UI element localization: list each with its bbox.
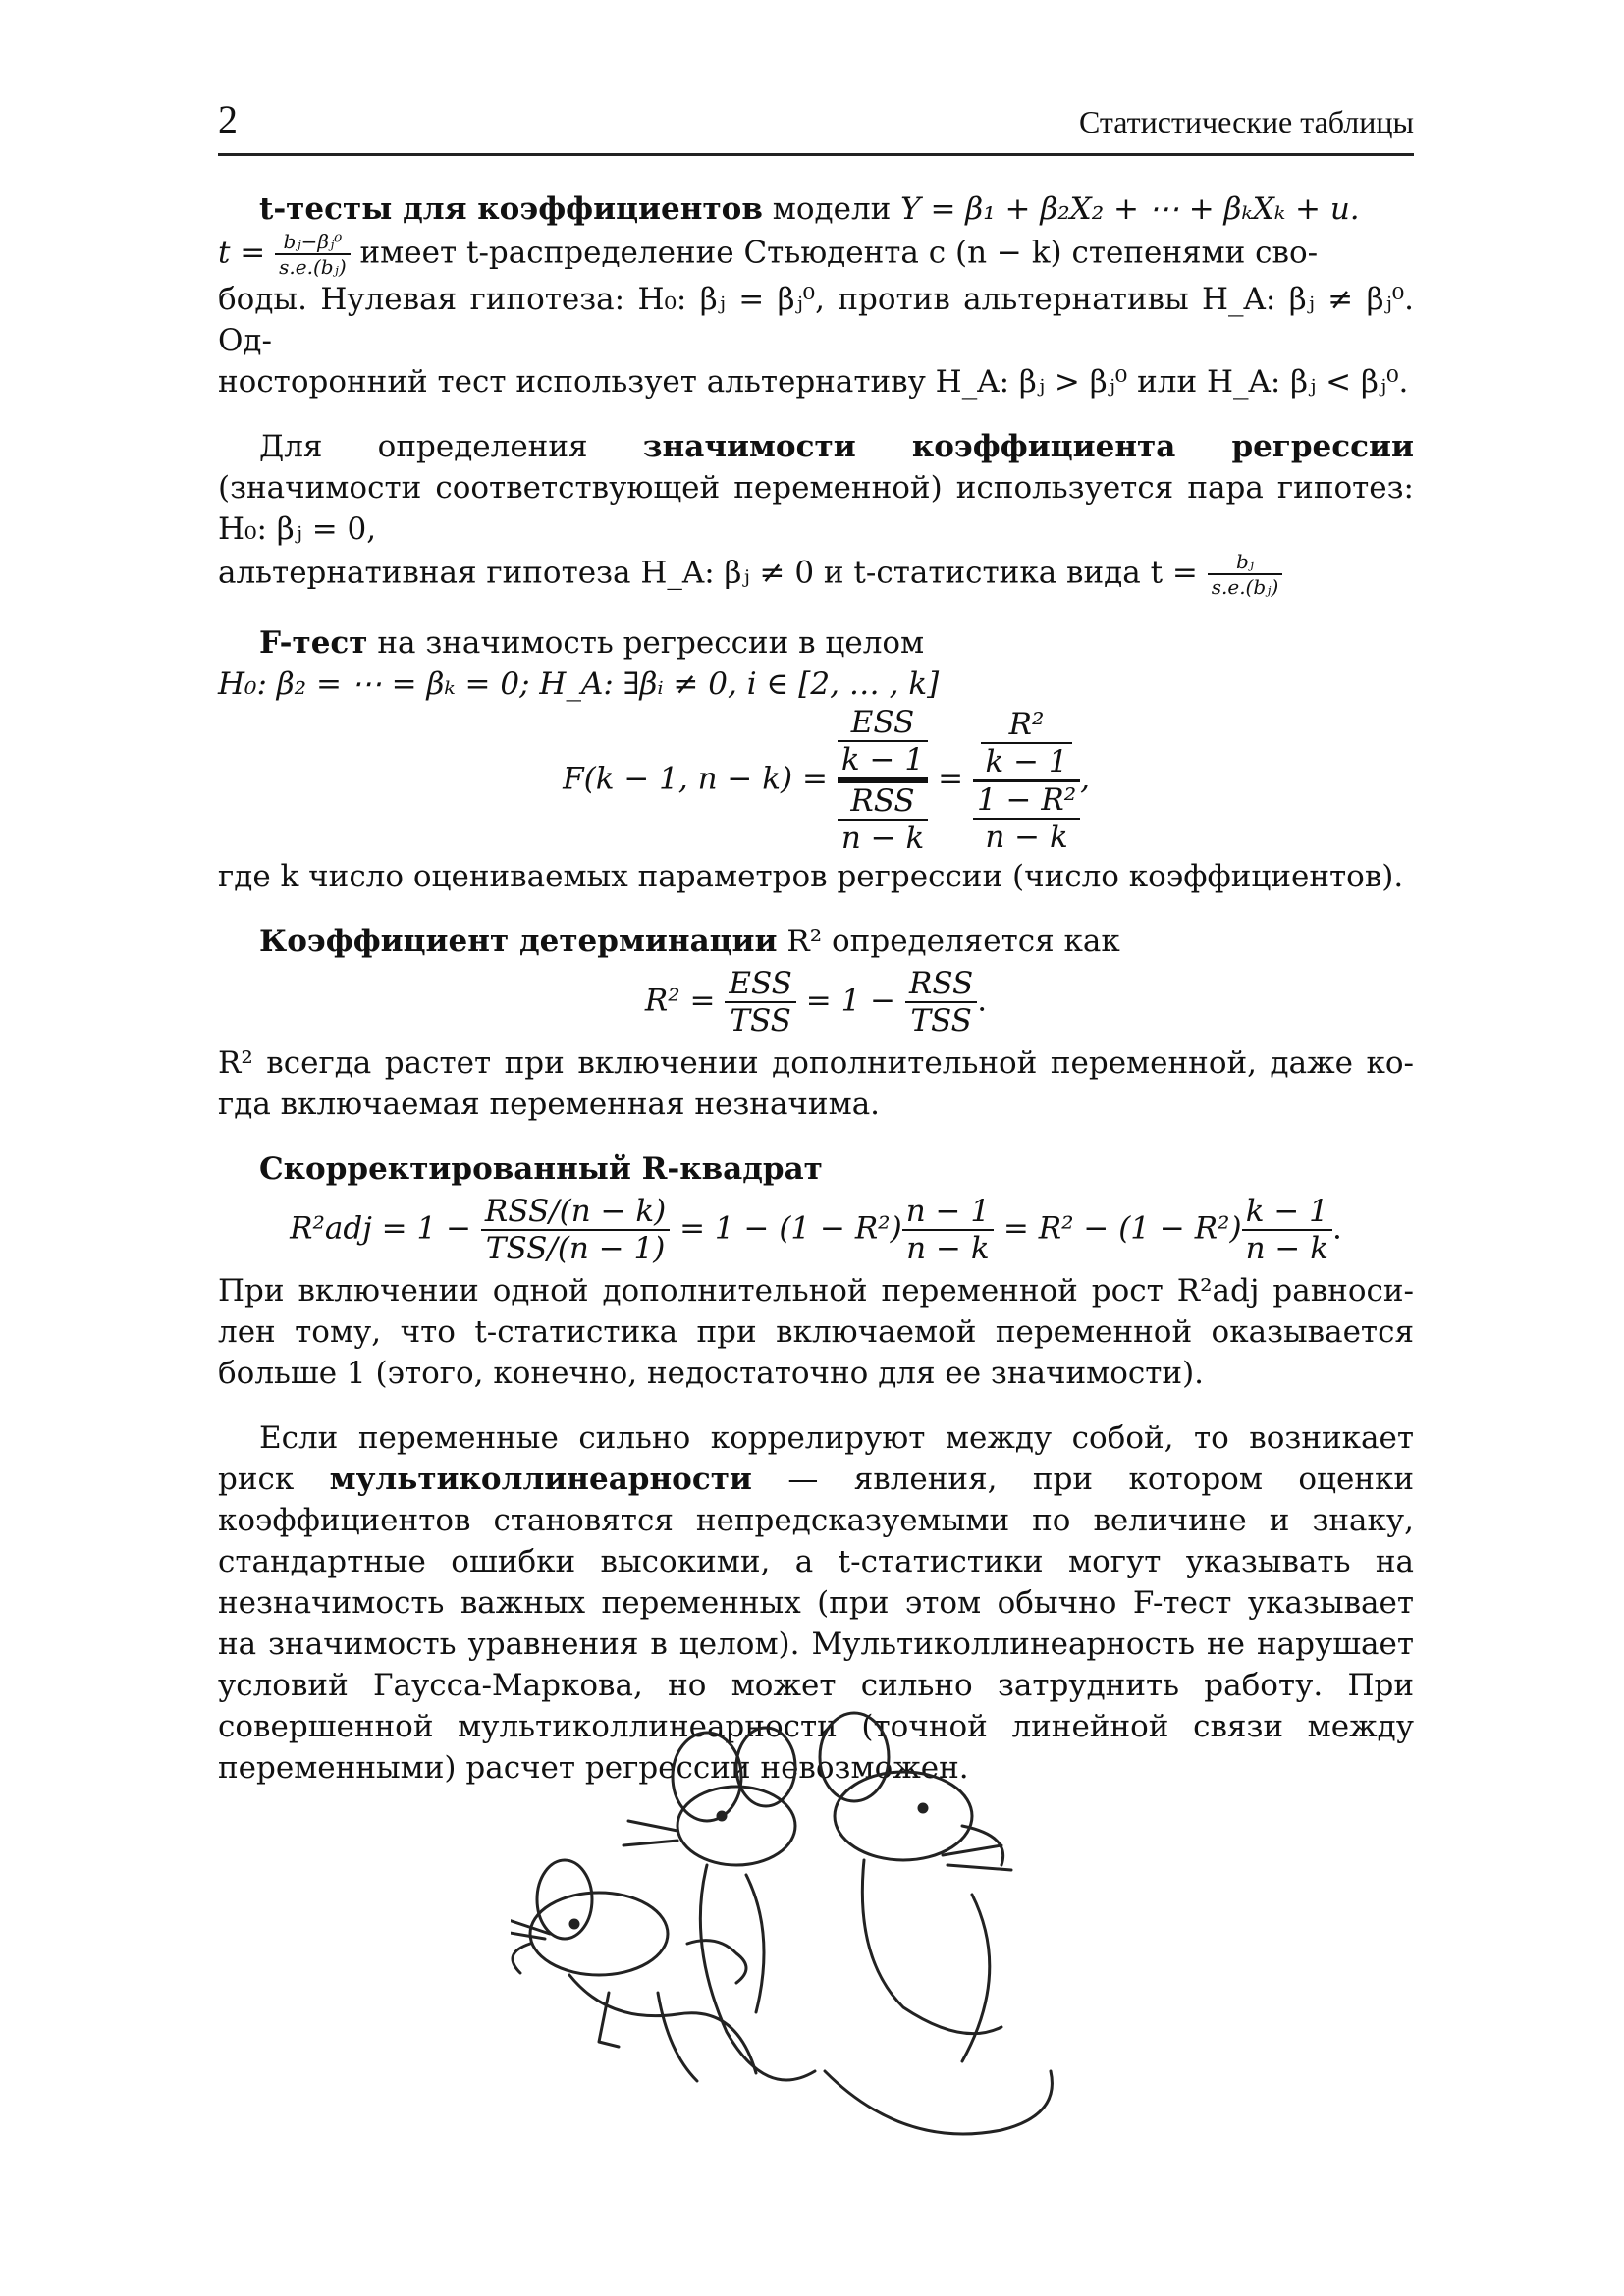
f-test-hypotheses: H₀: β₂ = ⋯ = βₖ = 0; H_A: ∃βᵢ ≠ 0, i ∈ [2, … , k] (218, 667, 940, 702)
multicollinearity-paragraph: Если переменные сильно коррелируют между собой, то возникает риск мультиколлинеарности — явления, при котором оценки коэффициентов становятся непредсказуемыми по величине и знаку, стандартные ошибки высокими, а t-статистики могут указывать на незначимость важных переменных (при этом обычно F-тест указывает на значимость уравнения в целом). Мультиколлинеарность не нарушает условий Гаусса-Маркова, но может сильно затруднить работу. При совершенной мультиколлинеарности (точной линейной связи между переменными) расчет регрессии невозможен. (218, 1420, 1414, 1786)
t-tests-line1: t-тесты для коэффициентов модели Y = β₁ + β₂X₂ + ⋯ + βₖXₖ + u. (259, 191, 1360, 227)
significance-bold: значимости коэффициента регрессии (642, 429, 1414, 464)
f-ratio-r2: $\frac{\frac{\text{R²}}{k - 1}}{\frac{\text{1 − R²}}{n - k}}$ (973, 707, 1080, 855)
f-ratio-ess-rss: $\frac{\text{ESS}}{k - 1}$ $\frac{\text{RSS}}{n - k}$ (838, 705, 928, 856)
mice-illustration (511, 1698, 1060, 2189)
page-body (218, 188, 1414, 1789)
t-tests-heading: t-тесты для коэффициентов (259, 191, 763, 227)
t-statistic-fraction: $\frac{\text{bⱼ−βⱼ⁰}}{\text{s.e.(bⱼ)}}$ (275, 230, 351, 279)
f-test-intro: F-тест на значимость регрессии в целом (259, 625, 925, 661)
adj-r2-formula: R²adj = 1 − $\frac{\text{RSS/(n − k)}}{\text{TSS/(n − 1)}}$ = 1 − (1 − R²) $\frac{n - 1}{n - k}$ = R² − (1 − R²) $\frac{k - 1}{n - k}$ . (290, 1194, 1342, 1266)
r2-formula: R² = $\frac{\text{ESS}}{\text{TSS}}$ = 1 − $\frac{\text{RSS}}{\text{TSS}}$ . (644, 966, 988, 1039)
page-number: 2 (218, 97, 238, 141)
adj-heading: Скорректированный R-квадрат (259, 1151, 823, 1187)
f-test-heading: F-тест (259, 625, 368, 661)
r2-heading: Коэффициент детерминации (259, 924, 778, 959)
running-title: Статистические таблицы (1078, 104, 1414, 139)
significance-paragraph: Для определения значимости коэффициента регрессии (значимости соответствующей переменной) используется пара гипотез: H₀: βⱼ = 0, (218, 429, 1414, 547)
r2-intro: Коэффициент детерминации R² определяется как (259, 924, 1120, 959)
regression-model: Y = β₁ + β₂X₂ + ⋯ + βₖXₖ + u. (900, 191, 1360, 227)
page-header (218, 94, 1414, 156)
f-test-where: где k число оцениваемых параметров регрессии (число коэффициентов). (218, 859, 1404, 894)
significance-last-line: альтернативная гипотеза H_A: βⱼ ≠ 0 и t-статистика вида t = $\frac{\text{bⱼ}}{\text{s.e.(bⱼ)}}$ (218, 550, 1414, 599)
f-statistic-formula: F(k − 1, n − k) = $\frac{\text{ESS}}{k - 1}$ $\frac{\text{RSS}}{n - k}$ = $\frac{\frac{\text{R²}}{k - 1}}{\frac{\text{1 − R²}}{n - k}}$ , (563, 705, 1090, 856)
t-tests-line2: t = $\frac{\text{bⱼ−βⱼ⁰}}{\text{s.e.(bⱼ)}}$ имеет t-распределение Стьюдента с (n − k) степенями сво- (218, 230, 1319, 279)
r2-note: R² всегда растет при включении дополнительной переменной, даже ко-гда включаемая переменная незначима. (218, 1045, 1414, 1122)
t-tests-line3: боды. Нулевая гипотеза: H₀: βⱼ = βⱼ⁰, против альтернативы H_A: βⱼ ≠ βⱼ⁰. Од- (218, 282, 1414, 358)
adj-text: При включении одной дополнительной переменной рост R²adj равноси-лен тому, что t-статистика при включаемой переменной оказывается больше 1 (этого, конечно, недостаточно для ее значимости). (218, 1273, 1414, 1391)
t-tests-line4: носторонний тест использует альтернативу H_A: βⱼ > βⱼ⁰ или H_A: βⱼ < βⱼ⁰. (218, 364, 1409, 400)
significance-fraction: $\frac{\text{bⱼ}}{\text{s.e.(bⱼ)}}$ (1208, 550, 1283, 599)
multicollinearity-bold: мультиколлинеарности (329, 1462, 752, 1497)
adj-heading-line (218, 1148, 1414, 1190)
